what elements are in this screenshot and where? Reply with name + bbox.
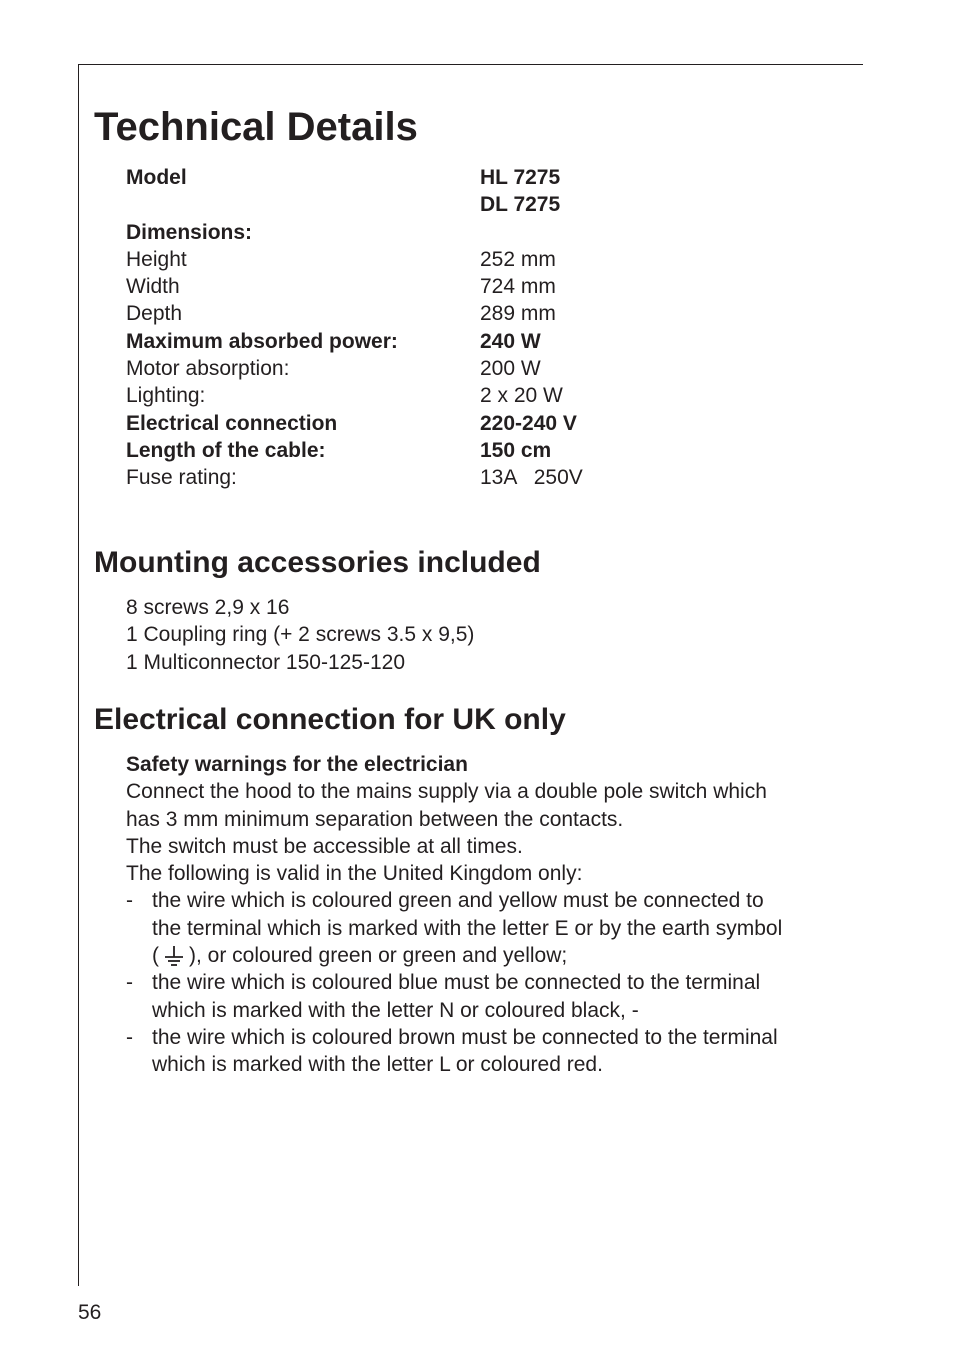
earth-symbol-icon: [163, 944, 185, 968]
spec-row-cable: [126, 437, 686, 464]
spec-label-cable: Length of the cable:: [126, 438, 326, 462]
paragraph-line: has 3 mm minimum separation between the contacts.: [126, 807, 624, 831]
paragraph-line: The following is valid in the United Kingdom only:: [126, 862, 583, 886]
bullet-dash: -: [126, 889, 133, 913]
list-item: 1 Multiconnector 150-125-120: [126, 650, 406, 674]
list-item: 8 screws 2,9 x 16: [126, 596, 290, 619]
paragraph-line: Connect the hood to the mains supply via a double pole switch which: [126, 780, 767, 804]
bullet-dash: -: [126, 971, 133, 995]
bullet-line: the terminal which is marked with the letter E or by the earth symbol: [152, 916, 783, 940]
spec-label-lighting: Lighting:: [126, 384, 206, 408]
mounting-heading: Mounting accessories included: [94, 546, 541, 579]
bullet-neutral-wire: [126, 969, 846, 1024]
spec-label-width: Width: [126, 275, 180, 299]
top-rule: [78, 64, 863, 65]
spec-value-height: 252 mm: [480, 247, 556, 271]
page-number: 56: [78, 1301, 102, 1324]
spec-row-width: [126, 273, 686, 300]
bullet-line: the wire which is coloured blue must be connected to the terminal: [152, 971, 761, 995]
spec-row-fuse: [126, 464, 686, 491]
spec-row-dimensions: [126, 219, 686, 246]
bullet-dash: -: [126, 1025, 133, 1049]
spec-row-model: [126, 164, 686, 191]
spec-row-motor: [126, 355, 686, 382]
spec-label-electrical: Electrical connection: [126, 411, 338, 435]
paren-open: (: [152, 944, 159, 968]
left-rule: [78, 64, 79, 1286]
bullet-tail-text: ), or coloured green or green and yellow;: [189, 944, 568, 968]
uk-safety-section: [126, 751, 846, 1079]
page-title: Technical Details: [94, 105, 418, 149]
list-item: 1 Coupling ring (+ 2 screws 3.5 x 9,5): [126, 623, 475, 647]
bullet-earth-wire: [126, 887, 846, 969]
spec-value-electrical: 220-240 V: [480, 411, 577, 435]
bullet-line: which is marked with the letter N or coloured black, -: [152, 998, 639, 1022]
spec-value-depth: 289 mm: [480, 302, 556, 326]
spec-label-model: Model: [126, 166, 187, 189]
spec-label-max-power: Maximum absorbed power:: [126, 329, 398, 353]
safety-subheading: Safety warnings for the electrician: [126, 753, 468, 776]
spec-label-depth: Depth: [126, 302, 183, 326]
spec-label-dimensions: Dimensions:: [126, 220, 253, 244]
spec-row-electrical: [126, 410, 686, 437]
uk-heading: Electrical connection for UK only: [94, 703, 566, 736]
spec-row-lighting: [126, 382, 686, 409]
spec-value-max-power: 240 W: [480, 329, 541, 353]
spec-row-height: [126, 246, 686, 273]
spec-label-height: Height: [126, 247, 187, 271]
mounting-list: [126, 594, 846, 676]
bullet-line-earth: [152, 942, 846, 969]
spec-label-fuse: Fuse rating:: [126, 466, 237, 490]
spec-value-lighting: 2 x 20 W: [480, 384, 563, 408]
spec-label-motor: Motor absorption:: [126, 357, 290, 381]
spec-row-max-power: [126, 328, 686, 355]
spec-value-model-2: DL 7275: [480, 193, 561, 217]
spec-value-cable: 150 cm: [480, 438, 552, 462]
bullet-live-wire: [126, 1024, 846, 1079]
technical-specs-table: [126, 164, 686, 492]
paragraph-line: The switch must be accessible at all times.: [126, 834, 523, 858]
spec-value-motor: 200 W: [480, 357, 541, 381]
spec-value-fuse: 13A 250V: [480, 466, 583, 490]
spec-row-depth: [126, 300, 686, 327]
spec-row-model-2: [126, 191, 686, 218]
bullet-line: the wire which is coloured brown must be connected to the terminal: [152, 1025, 778, 1049]
bullet-line: which is marked with the letter L or coloured red.: [152, 1053, 603, 1077]
spec-value-model-1: HL 7275: [480, 166, 561, 189]
bullet-line: the wire which is coloured green and yellow must be connected to: [152, 889, 764, 913]
spec-value-width: 724 mm: [480, 275, 556, 299]
